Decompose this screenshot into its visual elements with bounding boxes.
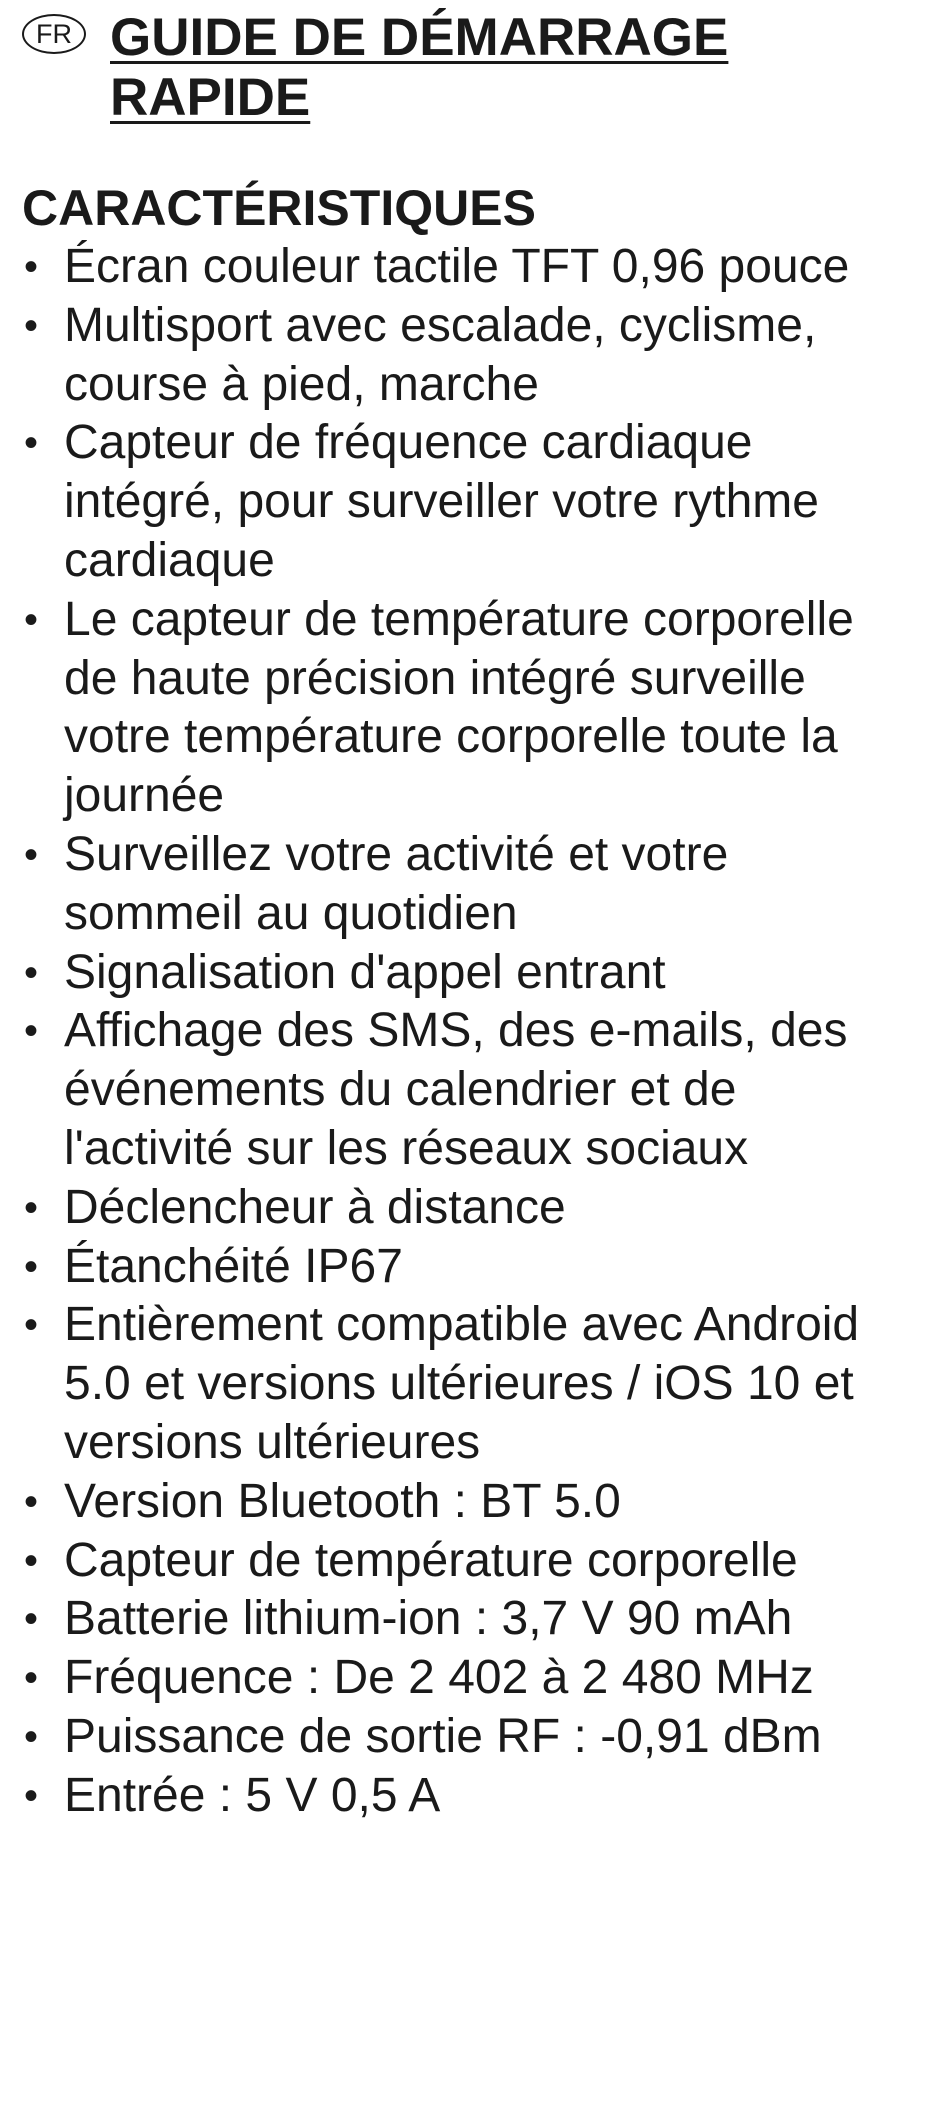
bullet-icon: • [24,1597,39,1642]
feature-item [22,1296,884,1472]
feature-text: Surveillez votre activité et votre sommeil au quotidien [64,827,729,940]
bullet-icon: • [24,597,39,642]
feature-text: Capteur de fréquence cardiaque intégré, pour surveiller votre rythme cardiaque [64,416,819,587]
feature-item [22,1649,884,1708]
feature-text: Affichage des SMS, des e-mails, des événements du calendrier et de l'activité sur les réseaux sociaux [64,1004,848,1175]
feature-text: Version Bluetooth : BT 5.0 [64,1474,621,1528]
feature-text: Étanchéité IP67 [64,1239,403,1293]
feature-text: Entièrement compatible avec Android 5.0 et versions ultérieures / iOS 10 et versions ultérieures [64,1298,860,1469]
feature-item [22,591,884,826]
bullet-icon: • [24,1773,39,1818]
bullet-icon: • [24,1714,39,1759]
features-section [22,178,932,1826]
feature-item [22,1767,884,1826]
feature-text: Multisport avec escalade, cyclisme, course à pied, marche [64,298,817,411]
feature-item [22,414,884,590]
bullet-icon: • [24,1009,39,1054]
features-list [22,238,932,1826]
feature-item [22,297,884,415]
feature-item [22,1473,884,1532]
feature-item [22,826,884,944]
section-title: CARACTÉRISTIQUES [22,180,536,236]
feature-text: Puissance de sortie RF : -0,91 dBm [64,1709,822,1763]
feature-item [22,1532,884,1591]
bullet-icon: • [24,1538,39,1583]
bullet-icon: • [24,950,39,995]
feature-item [22,1002,884,1178]
feature-text: Fréquence : De 2 402 à 2 480 MHz [64,1651,814,1705]
page-header [22,8,810,128]
feature-text: Le capteur de température corporelle de haute précision intégré surveille votre température corporelle toute la journée [64,592,854,823]
bullet-icon: • [24,1479,39,1524]
feature-item [22,1238,884,1297]
bullet-icon: • [24,1185,39,1230]
feature-item [22,1708,884,1767]
bullet-icon: • [24,832,39,877]
feature-item [22,238,884,297]
feature-text: Batterie lithium-ion : 3,7 V 90 mAh [64,1592,793,1646]
feature-text: Signalisation d'appel entrant [64,945,666,999]
bullet-icon: • [24,245,39,289]
feature-text: Déclencheur à distance [64,1180,566,1234]
bullet-icon: • [24,303,39,348]
feature-item [22,944,884,1003]
feature-text: Entrée : 5 V 0,5 A [64,1768,441,1822]
feature-text: Capteur de température corporelle [64,1533,798,1587]
page-title: GUIDE DE DÉMARRAGE RAPIDE [110,8,729,127]
feature-item [22,1590,884,1649]
bullet-icon: • [24,1303,39,1348]
feature-text: Écran couleur tactile TFT 0,96 pouce [64,240,850,293]
bullet-icon: • [24,1244,39,1289]
feature-item [22,1179,884,1238]
language-badge: FR [22,14,86,54]
bullet-icon: • [24,421,39,466]
bullet-icon: • [24,1656,39,1701]
